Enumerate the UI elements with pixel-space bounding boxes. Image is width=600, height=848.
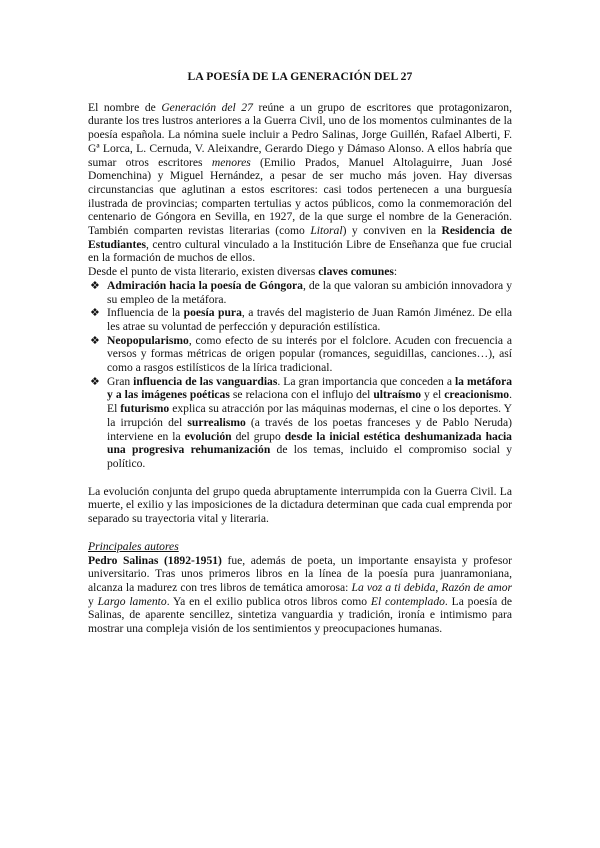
intro-emphasis: menores: [211, 155, 251, 169]
clave-bold: Admiración hacia la poesía de Góngora: [107, 278, 303, 292]
clave-text: del grupo: [231, 429, 285, 443]
salinas-text: fue, además de poeta, un importante ensayista y profesor universitario. Tras unos primeros libros en la línea de la poesía pura juanramoniana, alcanza la madurez con tres libros de temática amorosa:: [88, 553, 512, 594]
book-title: La voz a ti debida: [351, 580, 436, 594]
intro-paragraph: [88, 101, 512, 265]
intro-bold: Residencia de Estudiantes: [88, 224, 512, 251]
clave-text: explica su atracción por las máquinas modernas, el cine o los deportes. Y la irrupción del: [107, 402, 512, 429]
book-title: Largo lamento: [97, 594, 167, 608]
clave-bold: creacionismo: [444, 388, 510, 402]
claves-intro: [88, 265, 512, 279]
author-name: Pedro Salinas (1892-1951): [88, 553, 222, 567]
clave-text: (a través de los poetas franceses y de Pablo Neruda) interviene en la: [107, 415, 512, 443]
clave-text: . El: [107, 388, 512, 416]
diamond-bullet-icon: ❖: [90, 306, 100, 320]
intro-emphasis: Generación del 27: [161, 100, 253, 114]
claves-intro-text: Desde el punto de vista literario, existen diversas: [88, 265, 319, 279]
section-heading: Principales autores: [88, 539, 179, 553]
document-page: [88, 70, 512, 636]
claves-intro-colon: :: [393, 265, 398, 279]
clave-text: de los temas, incluido el compromiso social y político.: [107, 443, 512, 470]
salinas-paragraph: [88, 554, 512, 636]
salinas-text: y: [88, 594, 98, 608]
clave-bold: poesía pura: [183, 306, 242, 320]
list-item: [88, 375, 512, 471]
document-title: LA POESÍA DE LA GENERACIÓN DEL 27: [187, 70, 413, 83]
salinas-text: . Ya en el exilio publica otros libros como: [166, 594, 371, 608]
evolucion-paragraph: La evolución conjunta del grupo queda abruptamente interrumpida con la Guerra Civil. La muerte, el exilio y las imposiciones de la dictadura determinan que cada cual emprenda por separado su trayectoria vital y literaria.: [88, 484, 512, 526]
clave-text: , de la que valoran su ambición innovadora y su empleo de la metáfora.: [107, 278, 512, 306]
spacer: [88, 471, 512, 485]
clave-bold: surrealismo: [187, 415, 246, 429]
claves-intro-bold: claves comunes: [318, 265, 394, 279]
salinas-text: . La poesía de Salinas, de aparente sencillez, sintetiza vanguardia y tradición, ironía e intimismo para mostrar una compleja visión de los sentimientos y preocupaciones humanas.: [88, 594, 513, 636]
spacer: [88, 526, 512, 540]
intro-emphasis: Litoral: [310, 224, 343, 238]
book-title: El contemplado: [370, 594, 445, 608]
clave-text: , a través del magisterio de Juan Ramón Jiménez. De ella les atrae su voluntad de perfección y depuración estilística.: [107, 306, 513, 333]
intro-text: ) y conviven en la: [342, 224, 442, 238]
clave-bold: futurismo: [120, 402, 170, 416]
clave-text: . La gran importancia que conceden a: [277, 374, 455, 388]
clave-text: , como efecto de su interés por el folclore. Acuden con frecuencia a versos y formas métricas de origen popular (romances, seguidillas, canciones…), así como a rasgos estilísticos de la lírica tradicional.: [107, 333, 512, 375]
clave-bold: ultraísmo: [373, 388, 422, 402]
clave-text: y el: [421, 388, 445, 402]
clave-bold: la metáfora y a las imágenes poéticas: [107, 374, 513, 402]
diamond-bullet-icon: ❖: [90, 374, 100, 388]
intro-text: (Emilio Prados, Manuel Altolaguirre, Juan José Domenchina) y Miguel Hernández, a pesar de ser mucho más joven. Hay diversas circunstancias que aglutinan a estos escritores: casi todos pertenecen a una burguesía ilustrada de provincias; comparten tertulias y actos públicos, como la conmemoración del centenario de Góngora en Sevilla, en 1927, de la que surge el nombre de la Generación. También comparten revistas literarias (como: [88, 155, 513, 238]
clave-text: Influencia de la: [107, 306, 184, 320]
clave-text: Gran: [107, 374, 134, 388]
intro-text: , centro cultural vinculado a la Institución Libre de Enseñanza que fue crucial en la formación de muchos de ellos.: [88, 237, 512, 265]
claves-list: [88, 279, 512, 471]
salinas-text: ,: [435, 580, 442, 594]
clave-text: se relaciona con el influjo del: [229, 388, 374, 402]
intro-text: reúne a un grupo de escritores que protagonizaron, durante los tres lustros anteriores a la Guerra Civil, uno de los momentos culminantes de la poesía española. La nómina suele incluir a Pedro Salinas, Jorge Guillén, Rafael Alberti, F. Gª Lorca, L. Cernuda, V. Aleixandre, Gerardo Diego y Dámaso Alonso. A ellos habría que sumar otros escritores: [88, 100, 513, 169]
list-item: [88, 306, 512, 333]
diamond-bullet-icon: ❖: [90, 278, 100, 292]
book-title: Razón de amor: [441, 580, 513, 594]
clave-bold: influencia de las vanguardias: [133, 374, 278, 388]
list-item: [88, 334, 512, 375]
diamond-bullet-icon: ❖: [90, 333, 100, 347]
list-item: [88, 279, 512, 306]
intro-text: El nombre de: [88, 100, 162, 114]
clave-bold: desde la inicial estética deshumanizada hacia una progresiva rehumanización: [107, 429, 512, 457]
clave-bold: evolución: [184, 429, 232, 443]
clave-bold: Neopopularismo: [107, 333, 189, 347]
